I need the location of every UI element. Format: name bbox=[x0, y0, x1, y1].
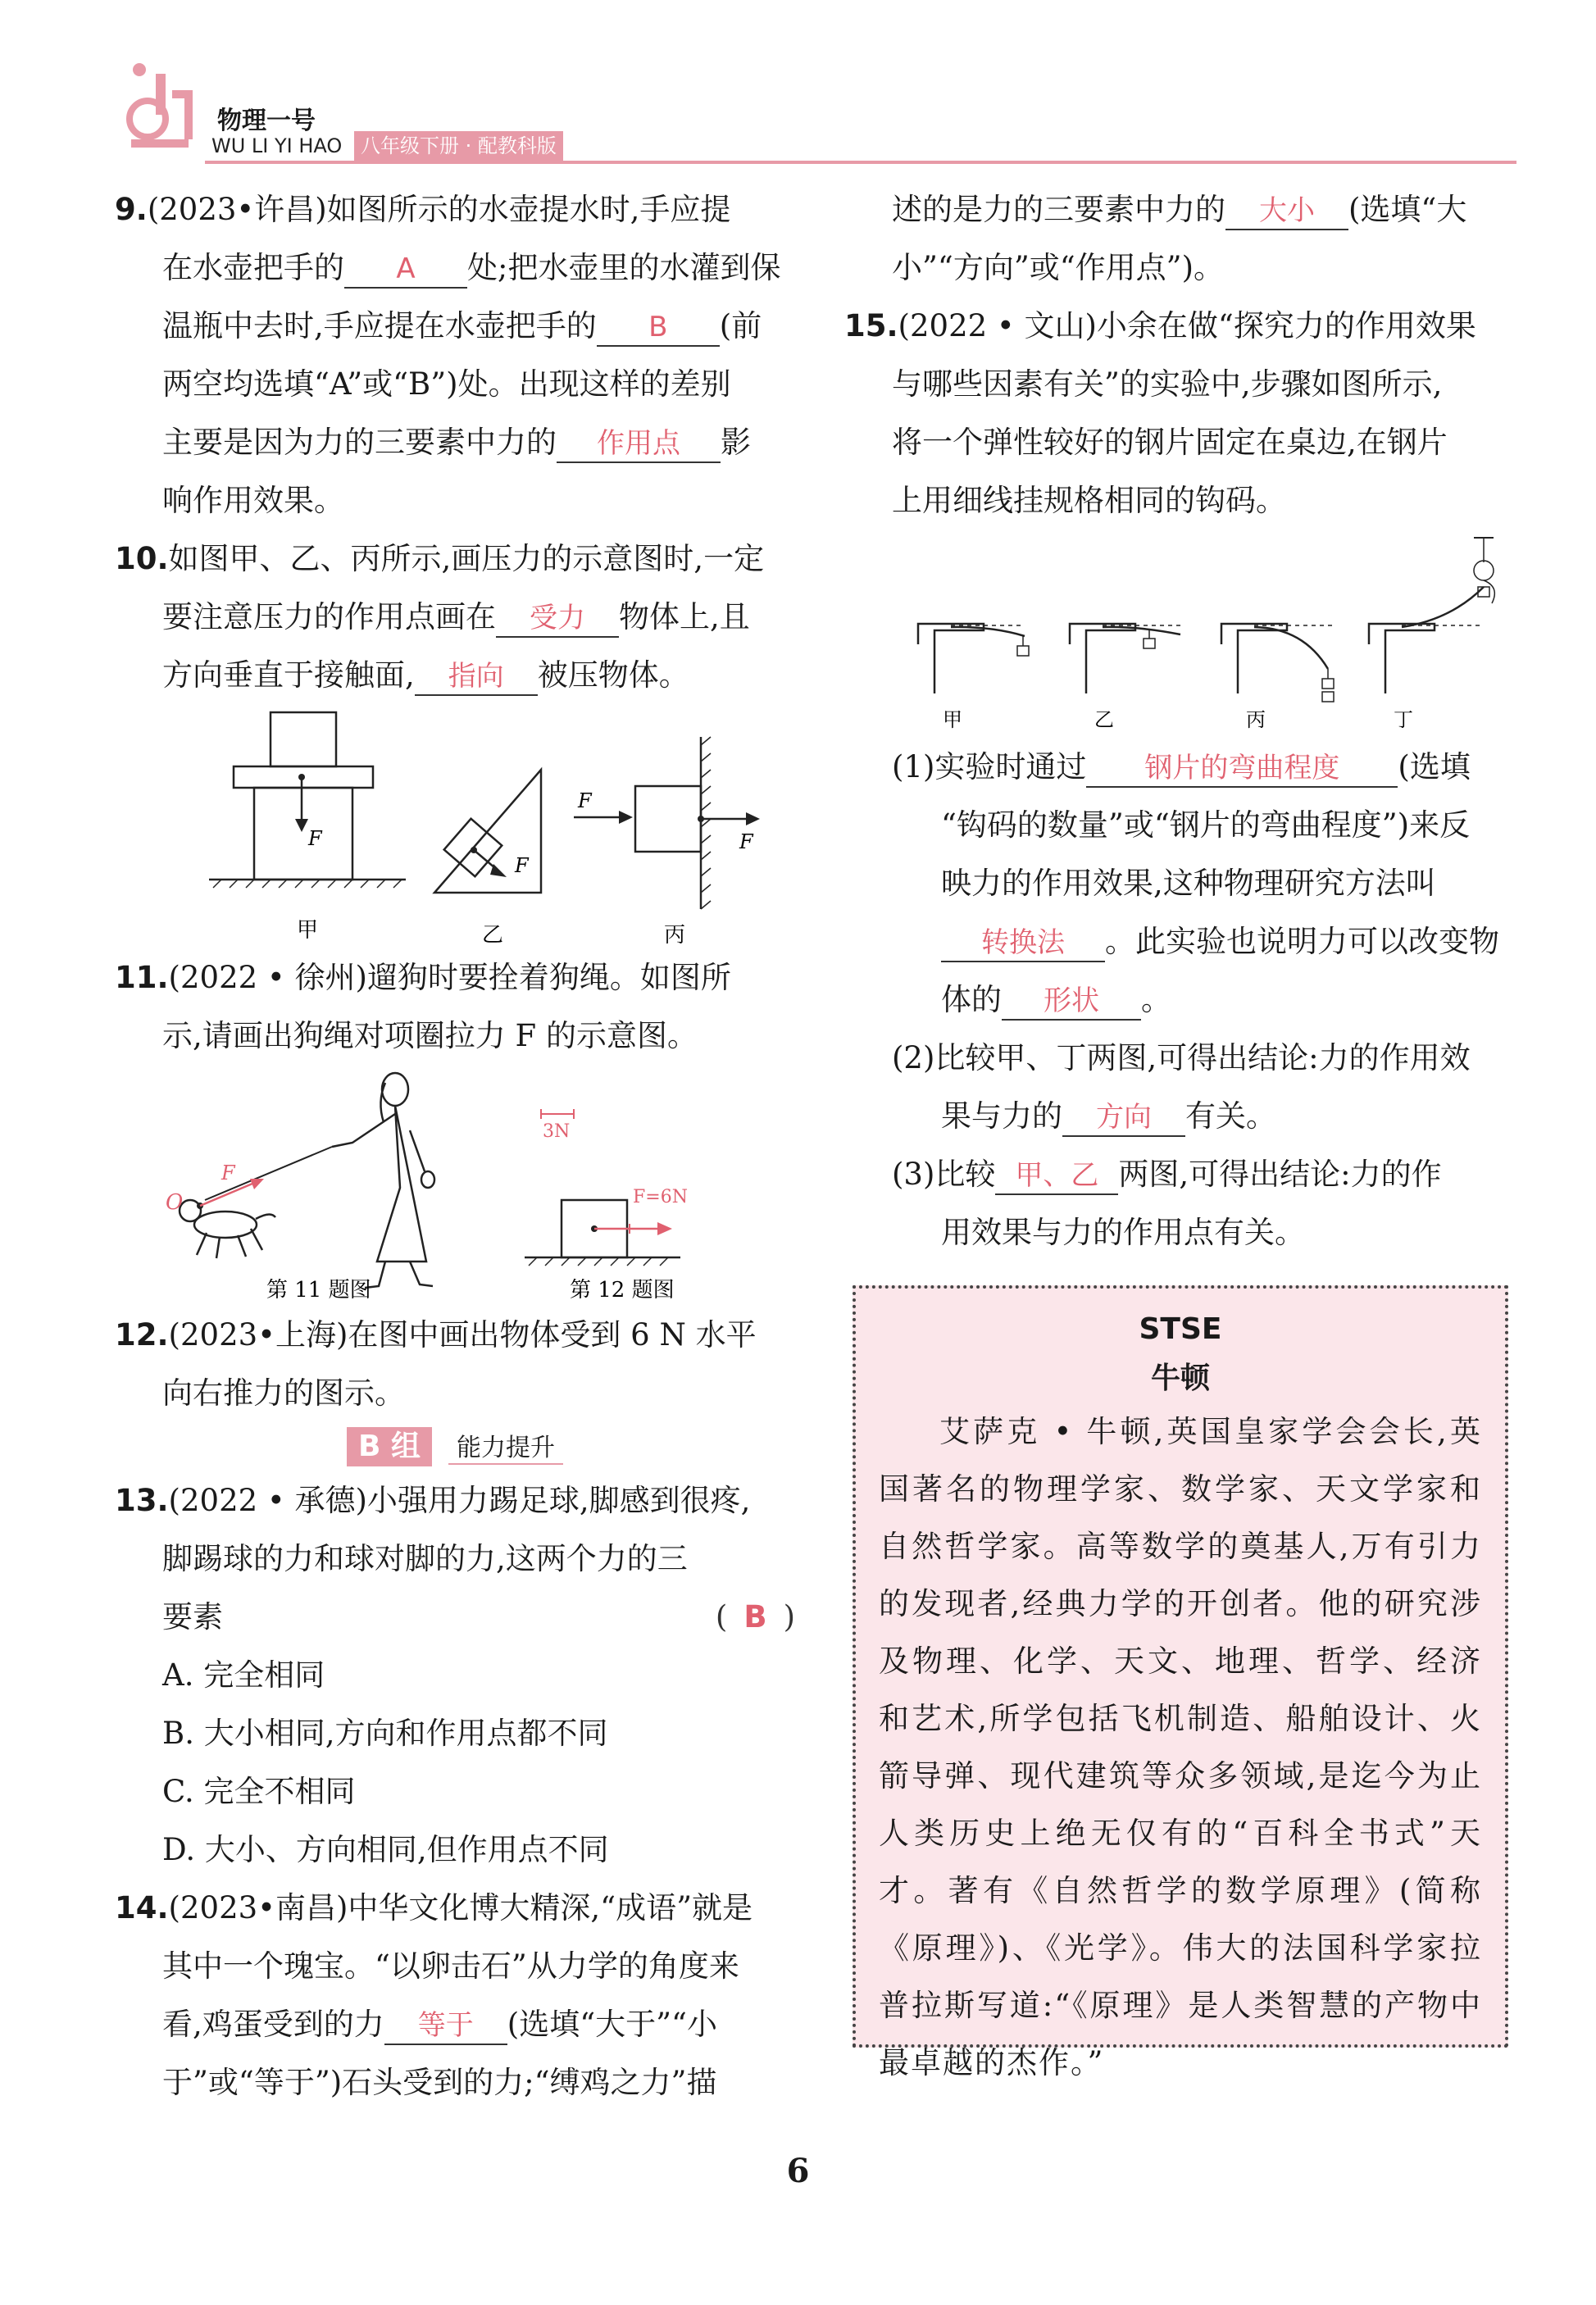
answer-blank: B bbox=[597, 309, 720, 347]
text-line: “钩码的数量”或“钢片的弯曲程度”)来反 bbox=[941, 807, 1471, 843]
text-line: 述的是力的三要素中力的 bbox=[892, 192, 1225, 227]
header-rule bbox=[205, 161, 1516, 164]
answer-blank: 转换法 bbox=[941, 925, 1105, 962]
answer-blank: 甲、乙 bbox=[995, 1157, 1118, 1195]
figure-caption: 第 12 题图 bbox=[570, 1278, 675, 1303]
answer-blank: A bbox=[344, 251, 467, 289]
figure-caption: 丁 bbox=[1394, 708, 1413, 731]
text-line: 小”“方向”或“作用点”)。 bbox=[892, 250, 1225, 285]
text-line: 主要是因为力的三要素中力的 bbox=[162, 425, 557, 460]
question-number: 10. bbox=[115, 541, 169, 576]
dog-walker-figure bbox=[180, 1073, 434, 1288]
text-line: 响作用效果。 bbox=[162, 483, 344, 518]
arrowhead-icon bbox=[657, 1222, 672, 1235]
text-line: 如图甲、乙、丙所示,画压力的示意图时,一定 bbox=[168, 541, 765, 576]
text-line: (选填“大 bbox=[1348, 192, 1467, 227]
text-line: (前 bbox=[719, 308, 762, 343]
figure-caption: 丙 bbox=[1246, 708, 1266, 731]
text-line: 。 bbox=[1141, 982, 1171, 1017]
text-line: 两空均选填“A”或“B”)处。出现这样的差别 bbox=[162, 366, 731, 402]
text-line: (2022 • 徐州)遛狗时要拴着狗绳。如图所 bbox=[168, 960, 731, 995]
figure-caption: 甲 bbox=[297, 918, 319, 943]
question-15 bbox=[844, 297, 1525, 530]
option-c: C. 完全不相同 bbox=[162, 1774, 356, 1809]
answer-blank: 指向 bbox=[415, 658, 538, 696]
text-line: 与哪些因素有关”的实验中,步骤如图所示, bbox=[892, 366, 1443, 402]
question-12 bbox=[115, 1306, 795, 1422]
force-label: F bbox=[515, 854, 529, 877]
text-line: (2023•南昌)中华文化博大精深,“成语”就是 bbox=[168, 1890, 753, 1925]
text-line: (1)实验时通过 bbox=[892, 749, 1087, 784]
answer-blank: 钢片的弯曲程度 bbox=[1086, 750, 1398, 788]
figure-caption: 丙 bbox=[664, 923, 686, 948]
figure-bing bbox=[574, 737, 760, 948]
text-line: 上用细线挂规格相同的钩码。 bbox=[892, 483, 1286, 518]
text-line: (3)比较 bbox=[892, 1157, 996, 1192]
scale-label: 3N bbox=[543, 1121, 571, 1142]
stse-subtitle: 牛顿 bbox=[1150, 1362, 1210, 1395]
arrowhead-icon bbox=[250, 1179, 264, 1189]
force-label: F bbox=[308, 827, 322, 850]
text-line: 映力的作用效果,这种物理研究方法叫 bbox=[941, 866, 1436, 901]
text-line: (2022 • 文山)小余在做“探究力的作用效果 bbox=[898, 308, 1476, 343]
page-number: 6 bbox=[786, 2152, 810, 2190]
question-14 bbox=[115, 1879, 795, 2112]
figure-q12 bbox=[525, 1109, 688, 1303]
option-b: B. 大小相同,方向和作用点都不同 bbox=[162, 1716, 608, 1751]
text-line: 温瓶中去时,手应提在水壶把手的 bbox=[162, 308, 597, 343]
figure-q10 bbox=[115, 704, 795, 950]
answer-blank: 受力 bbox=[496, 600, 619, 638]
choice-answer: B bbox=[743, 1599, 767, 1634]
question-14-continued bbox=[844, 180, 1525, 297]
text-line: 物体上,且 bbox=[619, 599, 750, 634]
force-label: F bbox=[221, 1162, 235, 1184]
text-line: (2023•上海)在图中画出物体受到 6 N 水平 bbox=[168, 1317, 757, 1353]
text-line: 两图,可得出结论:力的作 bbox=[1118, 1157, 1442, 1192]
text-line: 方向垂直于接触面, bbox=[162, 657, 415, 693]
stse-body: 艾萨克 • 牛顿,英国皇家学会会长,英国著名的物理学家、数学家、天文学家和自然哲学家。高等数学的奠基人,万有引力的发现者,经典力学的开创者。他的研究涉及物理、化学、天文、地理、哲学、经济和艺术,所学包括飞机制造、船舶设计、火箭导弹、现代建筑等众多领域,是迄今为止人类历史上绝无仅有的“百科全书式”天才。著有《自然哲学的数学原理》(简称《原理》)、《光学》。伟大的法国科学家拉普拉斯写道:“《原理》是人类智慧的产物中最卓越的杰作。” bbox=[879, 1414, 1482, 2080]
text-line: (2022 • 承德)小强用力踢足球,脚感到很疼, bbox=[168, 1483, 751, 1518]
figure-caption: 第 11 题图 bbox=[266, 1278, 371, 1303]
answer-blank: 形状 bbox=[1002, 983, 1141, 1021]
text-line: (选填 bbox=[1398, 749, 1471, 784]
answer-blank: 大小 bbox=[1225, 193, 1348, 230]
figure-caption: 甲 bbox=[943, 708, 962, 731]
text-line: (2)比较甲、丁两图,可得出结论:力的作用效 bbox=[892, 1040, 1471, 1075]
question-number: 15. bbox=[844, 308, 898, 343]
stse-panel bbox=[853, 1285, 1508, 2080]
text-line: 要注意压力的作用点画在 bbox=[162, 599, 496, 634]
figure-q11-q12 bbox=[115, 1065, 795, 1303]
option-d: D. 大小、方向相同,但作用点不同 bbox=[162, 1832, 609, 1867]
text-line: 在水壶把手的 bbox=[162, 250, 344, 285]
question-number: 12. bbox=[115, 1317, 169, 1353]
text-line: 脚踢球的力和球对脚的力,这两个力的三 bbox=[162, 1541, 688, 1576]
answer-blank: 等于 bbox=[384, 2007, 507, 2045]
question-11 bbox=[115, 948, 795, 1065]
page-header bbox=[115, 57, 1516, 164]
question-number: 11. bbox=[115, 960, 169, 995]
figure-caption: 乙 bbox=[482, 923, 504, 948]
microscope-logo-icon bbox=[115, 57, 205, 156]
right-column bbox=[844, 180, 1525, 1262]
text-line: 果与力的 bbox=[941, 1098, 1062, 1134]
text-line: 将一个弹性较好的钢片固定在桌边,在钢片 bbox=[892, 425, 1448, 460]
brand-pinyin: WU LI YI HAO bbox=[211, 134, 343, 157]
text-line: 体的 bbox=[941, 982, 1002, 1017]
question-10 bbox=[115, 530, 795, 704]
figure-yi bbox=[434, 770, 541, 948]
text-line: 被压物体。 bbox=[537, 657, 689, 693]
text-line: 向右推力的图示。 bbox=[162, 1375, 405, 1411]
force-label: F bbox=[739, 830, 753, 853]
figure-caption: 乙 bbox=[1094, 708, 1114, 731]
answer-blank: 方向 bbox=[1062, 1099, 1185, 1137]
question-9 bbox=[115, 180, 795, 530]
question-number: 13. bbox=[115, 1483, 169, 1518]
question-13 bbox=[115, 1471, 795, 1879]
text-line: 有关。 bbox=[1185, 1098, 1276, 1134]
question-15-parts bbox=[844, 738, 1525, 1262]
group-tag: B 组 bbox=[347, 1427, 432, 1466]
text-line: (2023•许昌)如图所示的水壶提水时,手应提 bbox=[147, 192, 731, 227]
force-label: F bbox=[578, 789, 592, 812]
left-column bbox=[115, 180, 795, 2112]
question-number: 14. bbox=[115, 1890, 169, 1925]
answer-blank: 作用点 bbox=[557, 425, 721, 463]
stse-title: STSE bbox=[1139, 1312, 1222, 1346]
option-a: A. 完全相同 bbox=[162, 1657, 325, 1693]
text-line: (选填“大于”“小 bbox=[507, 2007, 717, 2042]
text-line: 处;把水壶里的水灌到保 bbox=[467, 250, 781, 285]
figure-jia bbox=[209, 712, 406, 943]
text-line: 。此实验也说明力可以改变物 bbox=[1105, 924, 1499, 959]
brand-title: 物理一号 bbox=[217, 107, 316, 135]
question-number: 9. bbox=[115, 192, 148, 227]
group-label: 能力提升 bbox=[448, 1427, 563, 1465]
text-line: 要素 bbox=[162, 1599, 223, 1634]
answer-bracket: ( B ) bbox=[715, 1599, 795, 1634]
point-label: O bbox=[166, 1190, 184, 1215]
force-label: F=6N bbox=[633, 1187, 688, 1207]
text-line: 于”或“等于”)石头受到的力;“缚鸡之力”描 bbox=[162, 2065, 717, 2100]
text-line: 其中一个瑰宝。“以卵击石”从力学的角度来 bbox=[162, 1948, 739, 1984]
text-line: 看,鸡蛋受到的力 bbox=[162, 2007, 384, 2042]
text-line: 用效果与力的作用点有关。 bbox=[941, 1215, 1305, 1250]
text-line: 影 bbox=[721, 425, 751, 460]
grade-label: 八年级下册 · 配教科版 bbox=[354, 131, 563, 161]
figure-q15 bbox=[844, 530, 1525, 734]
group-b-heading bbox=[115, 1427, 795, 1466]
text-line: 示,请画出狗绳对项圈拉力 F 的示意图。 bbox=[162, 1018, 698, 1053]
answer-force-arrow bbox=[200, 1181, 258, 1206]
